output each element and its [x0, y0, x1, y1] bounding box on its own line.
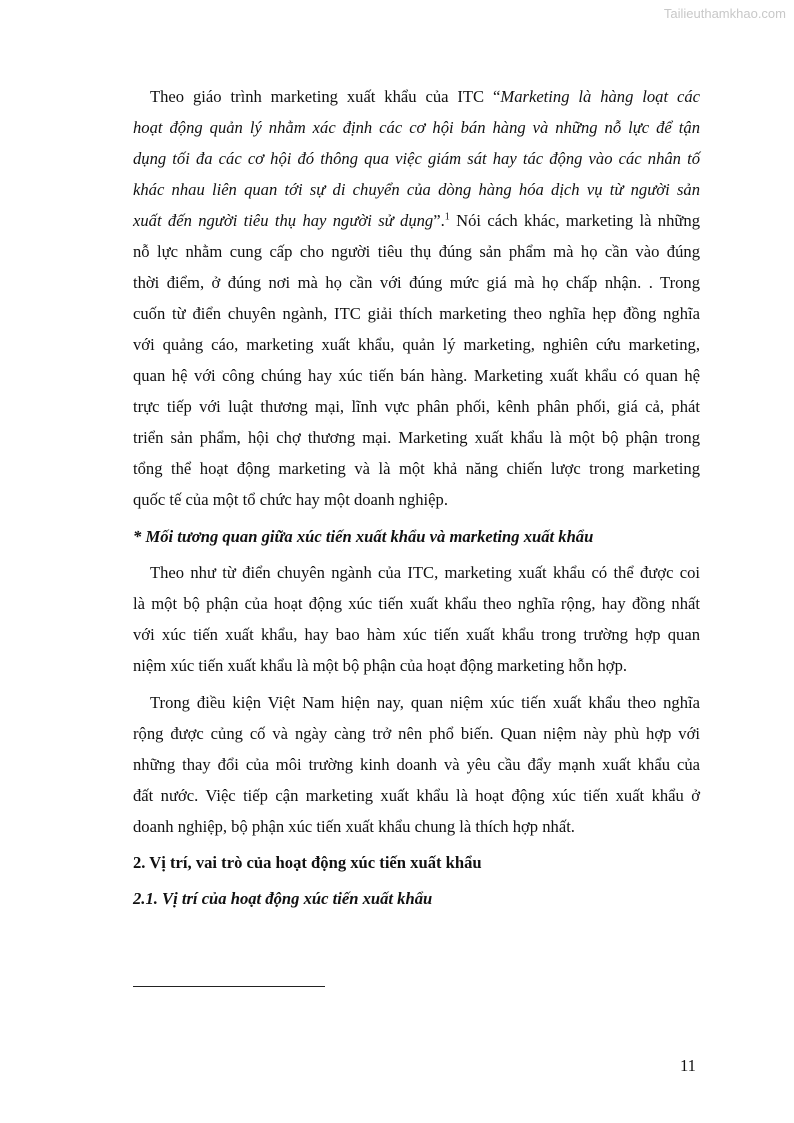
- text-segment: niệm xúc tiến xuất khẩu là một bộ phận của hoạt động marketing hỗn hợp.: [133, 656, 628, 675]
- text-line: [133, 755, 700, 775]
- footnote-ref[interactable]: 1: [444, 211, 450, 223]
- text-segment: Theo như từ điển chuyên ngành của ITC, marketing xuất khẩu có thể được coi: [150, 563, 700, 582]
- text-line: [133, 397, 700, 417]
- text-segment: Theo giáo trình marketing xuất khẩu của ITC “: [150, 87, 501, 106]
- text-line: [133, 786, 700, 806]
- text-line: [133, 149, 700, 169]
- watermark: Tailieuthamkhao.com: [663, 6, 786, 21]
- text-line: [150, 693, 700, 713]
- text-segment: Marketing là hàng loạt các: [500, 87, 701, 106]
- text-line: [133, 118, 700, 138]
- text-segment: đất nước. Việc tiếp cận marketing xuất khẩu là hoạt động xúc tiến xuất khẩu ở: [133, 786, 700, 805]
- text-line: [150, 563, 700, 583]
- text-segment: ”.: [433, 211, 445, 230]
- text-line: [133, 459, 700, 479]
- text-line: [150, 87, 700, 107]
- text-line: [133, 211, 700, 231]
- text-segment: quốc tế của một tổ chức hay một doanh nghiệp.: [133, 490, 448, 509]
- text-segment: với xúc tiến xuất khẩu, hay bao hàm xúc tiến xuất khẩu trong trường hợp quan: [133, 625, 700, 644]
- text-segment: khác nhau liên quan tới sự di chuyển của dòng hàng hóa dịch vụ từ người sản: [133, 180, 700, 199]
- text-segment: rộng được củng cố và ngày càng trở nên phổ biến. Quan niệm này phù hợp với: [133, 724, 700, 743]
- text-segment: triển sản phẩm, hội chợ thương mại. Marketing xuất khẩu là một bộ phận trong: [133, 428, 700, 447]
- text-segment: xuất đến người tiêu thụ hay người sử dụng: [133, 211, 434, 230]
- text-segment: những thay đổi của môi trường kinh doanh và yêu cầu đẩy mạnh xuất khẩu của: [133, 755, 700, 774]
- text-segment: với quảng cáo, marketing xuất khẩu, quản lý marketing, nghiên cứu marketing,: [133, 335, 700, 354]
- text-segment: 2. Vị trí, vai trò của hoạt động xúc tiến xuất khẩu: [133, 853, 482, 872]
- text-line: [133, 656, 700, 676]
- text-segment: trực tiếp với luật thương mại, lĩnh vực phân phối, kênh phân phối, giá cả, phát: [133, 397, 700, 416]
- text-line: [133, 817, 700, 837]
- text-line: [133, 490, 700, 510]
- text-line: [133, 304, 700, 324]
- text-line: [133, 594, 700, 614]
- text-line: [133, 273, 700, 293]
- text-segment: là một bộ phận của hoạt động xúc tiến xuất khẩu theo nghĩa rộng, hay đồng nhất: [133, 594, 700, 613]
- text-line: [133, 366, 700, 386]
- heading-line: [133, 889, 700, 909]
- text-segment: Nói cách khác, marketing là những: [449, 211, 700, 230]
- text-line: [133, 242, 700, 262]
- text-line: [133, 335, 700, 355]
- text-segment: thời điểm, ở đúng nơi mà họ cần với đúng mức giá mà họ chấp nhận. . Trong: [133, 273, 700, 292]
- text-segment: doanh nghiệp, bộ phận xúc tiến xuất khẩu chung là thích hợp nhất.: [133, 817, 575, 836]
- text-segment: nỗ lực nhằm cung cấp cho người tiêu thụ đúng sản phẩm mà họ cần vào đúng: [133, 242, 700, 261]
- text-line: [133, 180, 700, 200]
- text-segment: tổng thể hoạt động marketing và là một khả năng chiến lược trong marketing: [133, 459, 700, 478]
- text-line: [133, 428, 700, 448]
- text-segment: hoạt động quản lý nhằm xác định các cơ hội bán hàng và những nỗ lực để tận: [133, 118, 700, 137]
- text-segment: Trong điều kiện Việt Nam hiện nay, quan niệm xúc tiến xuất khẩu theo nghĩa: [150, 693, 700, 712]
- text-segment: dụng tối đa các cơ hội đó thông qua việc giám sát hay tác động vào các nhân tố: [133, 149, 700, 168]
- page-number: 11: [680, 1056, 696, 1075]
- text-segment: cuốn từ điển chuyên ngành, ITC giải thích marketing theo nghĩa hẹp đồng nghĩa: [133, 304, 700, 323]
- heading-line: [133, 527, 700, 547]
- text-segment: 2.1. Vị trí của hoạt động xúc tiến xuất khẩu: [133, 889, 433, 908]
- text-line: [133, 724, 700, 744]
- text-segment: quan hệ với công chúng hay xúc tiến bán hàng. Marketing xuất khẩu có quan hệ: [133, 366, 700, 385]
- heading-line: [133, 853, 700, 873]
- footnote-separator: [133, 986, 325, 987]
- text-segment: * Mối tương quan giữa xúc tiến xuất khẩu và marketing xuất khẩu: [133, 527, 594, 546]
- text-line: [133, 625, 700, 645]
